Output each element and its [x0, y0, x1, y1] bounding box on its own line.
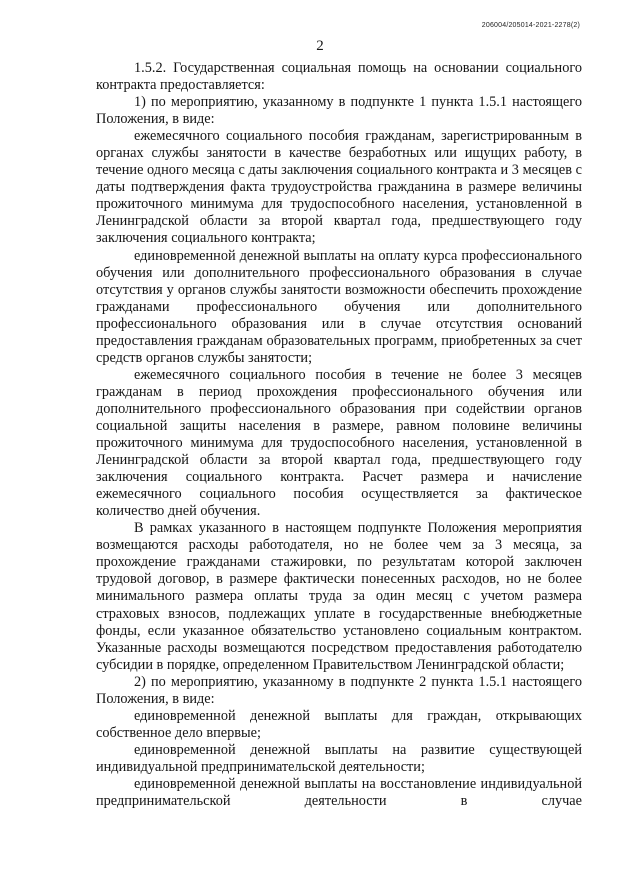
- paragraph-1-5-2: 1.5.2. Государственная социальная помощь на основании социального контракта предоставляется:: [96, 60, 582, 94]
- paragraph-lump-sum-restoration: единовременной денежной выплаты на восстановление индивидуальной предпринимательской деятельности в случае: [96, 775, 582, 810]
- page-number: 2: [316, 38, 324, 54]
- paragraph-monthly-allowance: ежемесячного социального пособия гражданам, зарегистрированным в органах службы занятости в качестве безработных или ищущих работу, в течение одного месяца с даты заключения социального контракта и 3 месяцев с даты подтверждения факта трудоустройства гражданина в размере величины прожиточного минимума для трудоспособного населения, установленной в Ленинградской области за второй квартал года, предшествующего году заключения социального контракта;: [96, 128, 582, 247]
- document-registration-number: 206004/205014-2021-2278(2): [481, 22, 580, 29]
- paragraph-lump-sum-development: единовременной денежной выплаты на развитие существующей индивидуальной предпринимательской деятельности;: [96, 741, 582, 775]
- paragraph-lump-sum-training: единовременной денежной выплаты на оплату курса профессионального обучения или дополнительного профессионального образования в случае отсутствия у органов службы занятости возможности обеспечить прохождение гражданами профессионального обучения или дополнительного профессионального образования или в случае отсутствия оснований предоставления гражданам образовательных программ, приобретенных за счет средств органов службы занятости;: [96, 247, 582, 366]
- paragraph-employer-expenses: В рамках указанного в настоящем подпункте Положения мероприятия возмещаются расходы работодателя, но не более чем за 3 месяца, за прохождение гражданами стажировки, по результатам которой заключен трудовой договор, в размере фактически понесенных расходов, но не более минимального размера оплаты труда за один месяц с учетом размера страховых взносов, подлежащих уплате в государственные внебюджетные фонды, если указанное обязательство установлено социальным контрактом. Указанные расходы возмещаются посредством предоставления работодателю субсидии в порядке, определенном Правительством Ленинградской области;: [96, 520, 582, 673]
- paragraph-item-2: 2) по мероприятию, указанному в подпункте 2 пункта 1.5.1 настоящего Положения, в виде:: [96, 673, 582, 707]
- paragraph-lump-sum-new-business: единовременной денежной выплаты для граждан, открывающих собственное дело впервые;: [96, 707, 582, 741]
- paragraph-item-1: 1) по мероприятию, указанному в подпункте 1 пункта 1.5.1 настоящего Положения, в виде:: [96, 94, 582, 128]
- paragraph-monthly-allowance-training: ежемесячного социального пособия в течение не более 3 месяцев гражданам в период прохождения профессионального обучения или дополнительного профессионального образования при содействии органов социальной защиты населения в размере, равном половине величины прожиточного минимума для трудоспособного населения, установленной в Ленинградской области за второй квартал года, предшествующего году заключения социального контракта. Расчет размера и начисление ежемесячного социального пособия осуществляется за фактическое количество дней обучения.: [96, 366, 582, 520]
- document-body: [96, 60, 582, 810]
